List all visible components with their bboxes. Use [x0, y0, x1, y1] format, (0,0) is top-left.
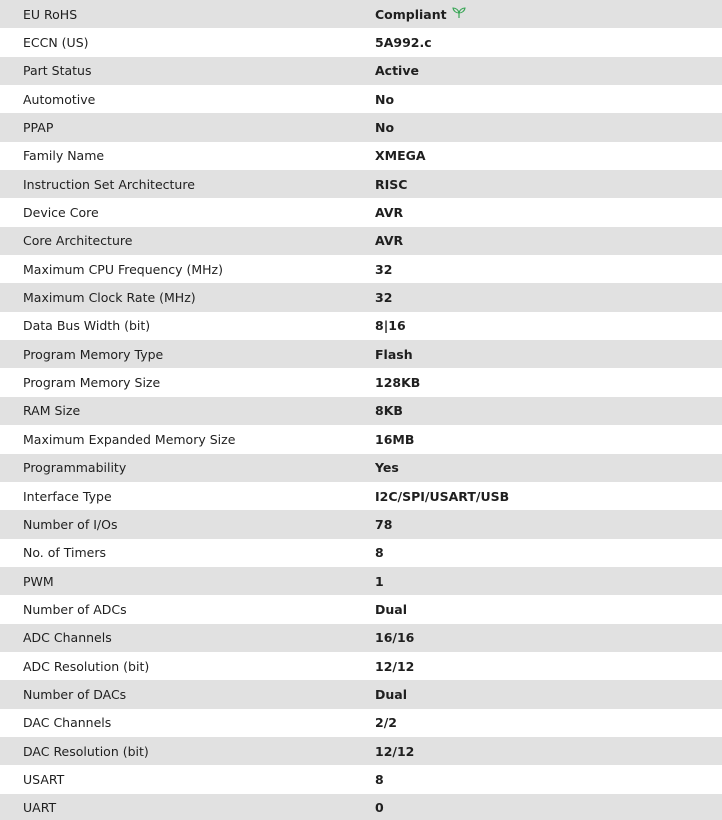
spec-label: No. of Timers [0, 539, 375, 567]
spec-row-data-bus-width [0, 312, 722, 340]
spec-label: Maximum CPU Frequency (MHz) [0, 255, 375, 283]
spec-label: DAC Channels [0, 709, 375, 737]
spec-label: ECCN (US) [0, 28, 375, 56]
spec-value: 78 [375, 510, 722, 538]
spec-row-part-status [0, 57, 722, 85]
spec-value: Dual [375, 595, 722, 623]
leaf-icon [452, 7, 466, 22]
spec-value: 1 [375, 567, 722, 595]
spec-row-ram-size [0, 397, 722, 425]
spec-row-number-of-dacs [0, 680, 722, 708]
spec-row-dac-channels [0, 709, 722, 737]
spec-label: Maximum Clock Rate (MHz) [0, 283, 375, 311]
spec-row-family-name [0, 142, 722, 170]
spec-label: Interface Type [0, 482, 375, 510]
spec-row-programmability [0, 454, 722, 482]
spec-value: 128KB [375, 368, 722, 396]
spec-label: Number of ADCs [0, 595, 375, 623]
spec-value: No [375, 85, 722, 113]
spec-row-usart [0, 765, 722, 793]
spec-label: Number of I/Os [0, 510, 375, 538]
spec-row-isa [0, 170, 722, 198]
spec-row-device-core [0, 198, 722, 226]
spec-label: ADC Resolution (bit) [0, 652, 375, 680]
spec-value: 8|16 [375, 312, 722, 340]
spec-row-program-memory-type [0, 340, 722, 368]
spec-label: Family Name [0, 142, 375, 170]
spec-label: PWM [0, 567, 375, 595]
spec-label: ADC Channels [0, 624, 375, 652]
spec-label: Automotive [0, 85, 375, 113]
spec-label: Programmability [0, 454, 375, 482]
spec-label: Program Memory Type [0, 340, 375, 368]
spec-label: UART [0, 794, 375, 820]
spec-value: Active [375, 57, 722, 85]
spec-label: Part Status [0, 57, 375, 85]
spec-label: RAM Size [0, 397, 375, 425]
spec-value: 32 [375, 255, 722, 283]
spec-label: DAC Resolution (bit) [0, 737, 375, 765]
spec-row-adc-resolution [0, 652, 722, 680]
spec-row-ppap [0, 113, 722, 141]
spec-value: RISC [375, 170, 722, 198]
spec-label: USART [0, 765, 375, 793]
spec-value: 0 [375, 794, 722, 820]
spec-row-uart [0, 794, 722, 820]
spec-row-max-cpu-frequency [0, 255, 722, 283]
spec-value: 16MB [375, 425, 722, 453]
spec-value-text: Compliant [375, 6, 447, 22]
spec-value: AVR [375, 227, 722, 255]
spec-label: EU RoHS [0, 0, 375, 28]
spec-label: Core Architecture [0, 227, 375, 255]
spec-row-automotive [0, 85, 722, 113]
spec-label: Maximum Expanded Memory Size [0, 425, 375, 453]
spec-row-max-expanded-memory [0, 425, 722, 453]
spec-value: Dual [375, 680, 722, 708]
spec-row-number-of-ios [0, 510, 722, 538]
spec-row-eu-rohs [0, 0, 722, 28]
spec-row-number-of-adcs [0, 595, 722, 623]
spec-row-adc-channels [0, 624, 722, 652]
spec-row-eccn [0, 28, 722, 56]
spec-label: PPAP [0, 113, 375, 141]
spec-value: 12/12 [375, 652, 722, 680]
spec-value: 2/2 [375, 709, 722, 737]
spec-row-max-clock-rate [0, 283, 722, 311]
spec-value: Yes [375, 454, 722, 482]
spec-label: Program Memory Size [0, 368, 375, 396]
spec-value: 8KB [375, 397, 722, 425]
spec-label: Data Bus Width (bit) [0, 312, 375, 340]
spec-label: Instruction Set Architecture [0, 170, 375, 198]
spec-value: 5A992.c [375, 28, 722, 56]
spec-value: 12/12 [375, 737, 722, 765]
spec-row-dac-resolution [0, 737, 722, 765]
spec-row-interface-type [0, 482, 722, 510]
spec-label: Device Core [0, 198, 375, 226]
spec-label: Number of DACs [0, 680, 375, 708]
spec-value [375, 0, 722, 28]
spec-row-core-architecture [0, 227, 722, 255]
spec-row-program-memory-size [0, 368, 722, 396]
spec-value: I2C/SPI/USART/USB [375, 482, 722, 510]
spec-value: 8 [375, 765, 722, 793]
spec-row-pwm [0, 567, 722, 595]
spec-value: XMEGA [375, 142, 722, 170]
spec-row-no-of-timers [0, 539, 722, 567]
spec-value: Flash [375, 340, 722, 368]
spec-value: 32 [375, 283, 722, 311]
spec-value: 16/16 [375, 624, 722, 652]
spec-value: No [375, 113, 722, 141]
spec-value: AVR [375, 198, 722, 226]
spec-value: 8 [375, 539, 722, 567]
